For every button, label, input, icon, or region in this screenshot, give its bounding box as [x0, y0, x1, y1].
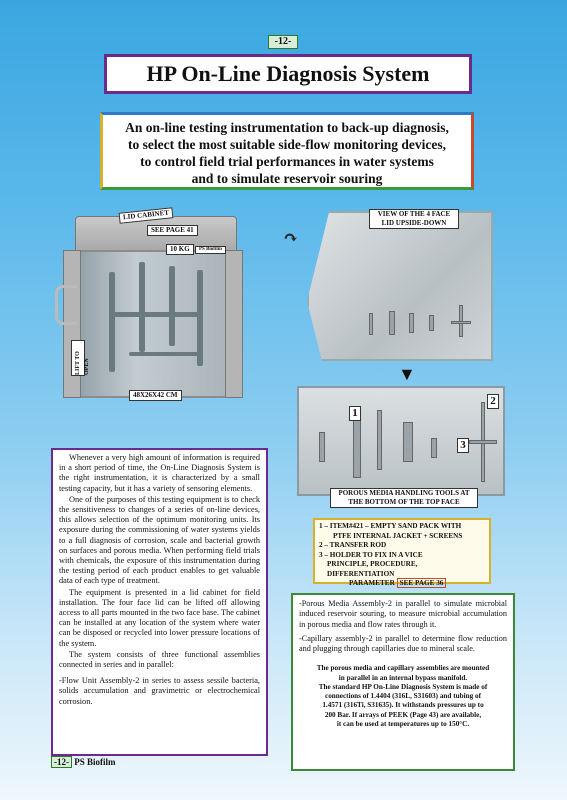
tool-number-2: 2 — [487, 394, 499, 409]
porous-media-tools-photo — [297, 386, 505, 496]
note-line: The standard HP On-Line Diagnosis System is made of — [318, 682, 488, 691]
tools-caption: POROUS MEDIA HANDLING TOOLS AT THE BOTTOM OF THE TOP FACE — [330, 488, 478, 508]
tool-number-1: 1 — [349, 406, 361, 421]
note-line: it can be used at temperatures up to 150°C. — [336, 719, 470, 728]
paragraph: The equipment is presented in a lid cabinet for field installation. The four face lid can be lifted off allowing access to all parts mounted in the two face base. The cabinet can be installed at any location of the system where water can be disposed or recycled into lower pressure locations of the system. — [59, 587, 260, 648]
legend-line: PRINCIPLE, PROCEDURE, DIFFERENTIATION — [327, 560, 418, 578]
subtitle-box — [100, 112, 474, 190]
paragraph: -Porous Media Assembly-2 in parallel to simulate microbial induced reservoir souring, to measure microbial accumulation in porous media and flow rates through it. — [299, 599, 507, 629]
material-note — [299, 664, 507, 728]
brand-sticker: PS Biofilm — [195, 246, 226, 254]
legend-line: 3 – HOLDER TO FIX IN A VICE — [319, 550, 423, 559]
note-line: connections of 1.4404 (316L, S31603) and tubing of — [325, 692, 481, 701]
curved-arrow-icon: ↷ — [283, 228, 299, 248]
see-page-41-label: SEE PAGE 41 — [147, 225, 198, 236]
down-arrow-icon: ▼ — [398, 364, 416, 384]
paragraph: The system consists of three functional assemblies connected in series and in parallel: — [59, 649, 260, 670]
see-page-36-link[interactable]: SEE PAGE 36 — [397, 578, 447, 588]
cabinet-frame-right — [225, 250, 243, 398]
lid-box — [307, 211, 493, 361]
legend-parameter-text: PARAMETER — [349, 579, 395, 587]
lid-cabinet-label: LID CABINET — [119, 207, 174, 224]
description-left — [51, 448, 268, 756]
lift-to-open-label: LIFT TO OPEN — [71, 340, 85, 376]
subtitle-line: to control field trial performances in water systems — [140, 154, 434, 169]
paragraph: One of the purposes of this testing equipment is to check the sensitiveness to changes of a series of on-line devices, this allows selection of the optimum monitoring units. Its exposure during the commissioning of water systems yields to a full diagnosis of corrosion, scale and bacterial growth on surfaces and porous media. When performing field trials with chemicals, the exposure of this instrumentation during the testing period of each product enables to get valuable data of each type of treatment. — [59, 494, 260, 586]
note-line: The porous media and capillary assemblies are mounted — [316, 664, 490, 673]
subtitle-line: An on-line testing instrumentation to back-up diagnosis, — [125, 120, 449, 135]
paragraph: Whenever a very high amount of information is required in a short period of time, the On-Line Diagnosis System is the right instrumentation, it is characterized by a small testing capacity, but it has a variety of sensoring elements. — [59, 453, 260, 493]
legend-line: PTFE INTERNAL JACKET + SCREENS — [333, 531, 463, 540]
page-number-top: -12- — [268, 35, 298, 49]
footer-page-number: -12- — [51, 756, 72, 768]
footer — [51, 757, 116, 767]
subtitle-line: to select the most suitable side-flow monitoring devices, — [128, 137, 446, 152]
subtitle-line: and to simulate reservoir souring — [191, 171, 383, 186]
page-title: HP On-Line Diagnosis System — [104, 54, 472, 94]
paragraph: -Flow Unit Assembly-2 in series to assess sessile bacteria, solids accumulation and gravimetric or electrochemical corrosion. — [59, 676, 260, 706]
legend-line — [319, 579, 485, 589]
legend-line: 2 – TRANSFER ROD — [319, 541, 387, 549]
dimensions-label: 48X26X42 CM — [129, 390, 182, 401]
paragraph: -Capillary assembly-2 in parallel to determine flow reduction and plugging through capillaries due to mineral scale. — [299, 633, 507, 654]
cabinet-handle — [55, 285, 77, 325]
tool-number-3: 3 — [457, 438, 469, 453]
lid-upside-down-photo — [297, 205, 497, 365]
cabinet-body — [67, 250, 241, 398]
tools-legend — [313, 518, 491, 587]
footer-brand: PS Biofilm — [74, 757, 116, 767]
note-line: 200 Bar. If arrays of PEEK (Page 43) are available, — [324, 710, 482, 719]
weight-label: 10 KG — [166, 244, 194, 255]
description-right — [291, 593, 515, 771]
lid-cabinet-photo — [53, 210, 243, 408]
legend-line: 1 – ITEM#421 – EMPTY SAND PACK WITH — [319, 522, 462, 530]
note-line: in parallel in an internal bypass manifold. — [338, 673, 468, 682]
note-line: 1.4571 (316Ti, S31635). It withstands pressures up to — [322, 701, 484, 710]
lid-view-label: VIEW OF THE 4 FACE LID UPSIDE-DOWN — [369, 209, 459, 229]
